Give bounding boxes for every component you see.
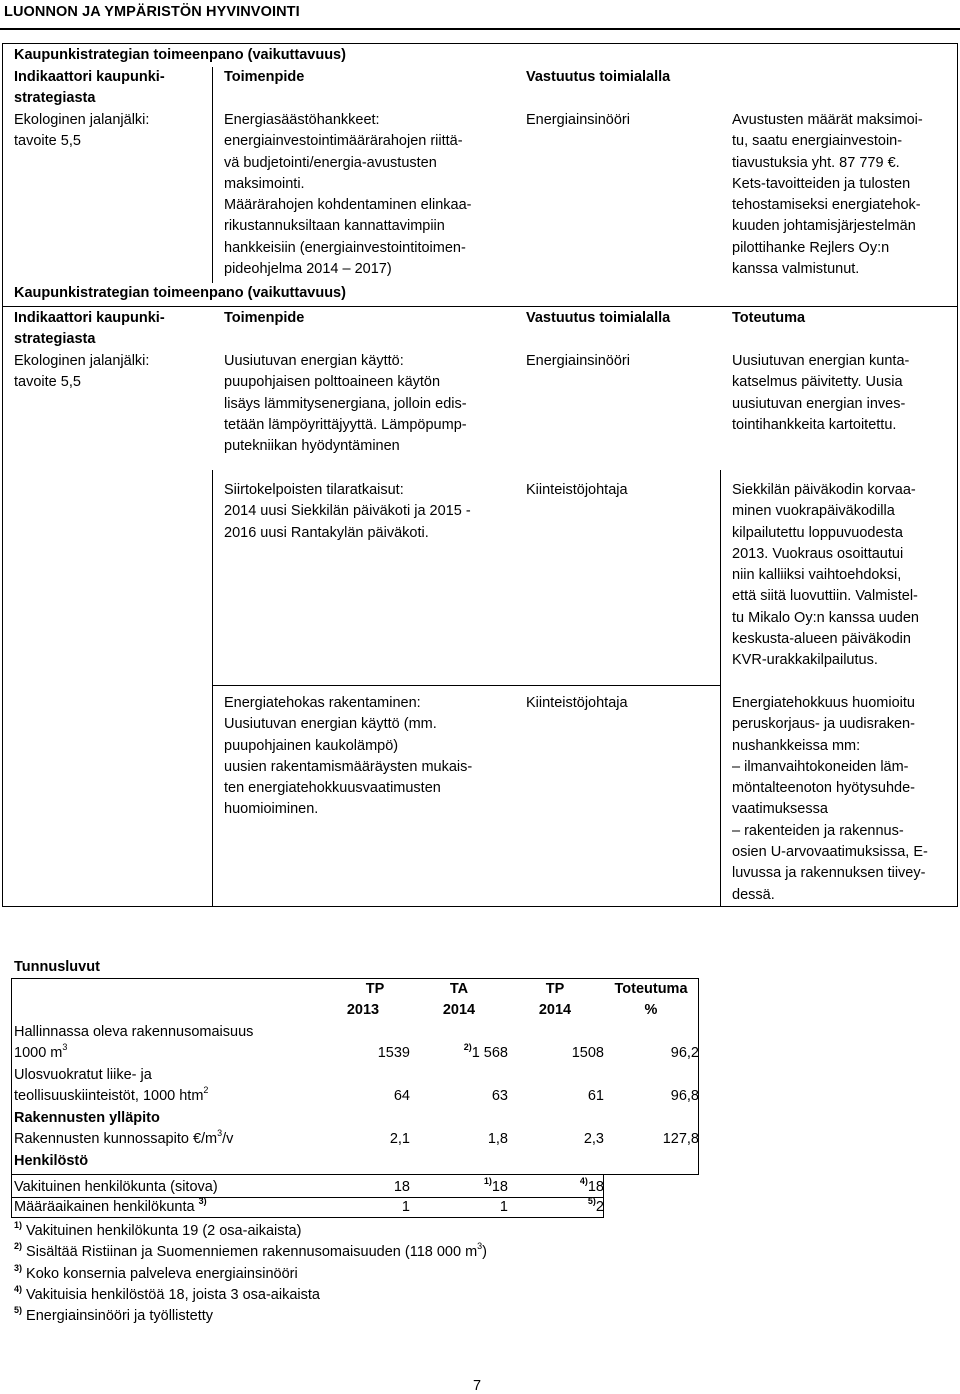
row2-label2: teollisuuskiinteistöt, 1000 htm bbox=[14, 1088, 204, 1104]
section1-col-action: Toimenpide bbox=[224, 69, 305, 85]
footnote-5: $^{5)}$ Energiainsinööri ja työllistetty bbox=[14, 1305, 214, 1324]
row6-label: Vakituinen henkilökunta (sitova) bbox=[14, 1179, 218, 1195]
th-toteutuma-top: Toteutuma bbox=[614, 981, 688, 997]
section2-indicator: Ekologinen jalanjälki: tavoite 5,5 bbox=[14, 353, 150, 391]
page-header: LUONNON JA YMPÄRISTÖN HYVINVOINTI bbox=[4, 4, 300, 20]
row6-v2-wrap bbox=[420, 1177, 508, 1198]
row2-v3: 61 bbox=[587, 1088, 604, 1104]
row7-v3: 2 bbox=[595, 1199, 604, 1215]
header-rule bbox=[0, 28, 960, 30]
row2-label1: Ulosvuokratut liike- ja bbox=[14, 1067, 152, 1083]
row7-v2: 1 bbox=[499, 1199, 508, 1215]
row1-label2-wrap bbox=[14, 1043, 67, 1064]
row2-label2-wrap bbox=[14, 1086, 208, 1107]
row4-v1: 2,1 bbox=[389, 1131, 410, 1147]
section2-row1-result: Uusiutuvan energian kunta- katselmus päivitetty. Uusia uusiutuvan energian inves- tointihankkeita kartoitettu. bbox=[732, 353, 910, 433]
row7-label-wrap bbox=[14, 1197, 207, 1218]
section2-row2-responsible: Kiinteistöjohtaja bbox=[526, 482, 628, 498]
row6-v1: 18 bbox=[393, 1179, 410, 1195]
th-tp2013-top: TP bbox=[365, 981, 385, 997]
section2-row2-action: Siirtokelpoisten tilaratkaisut: 2014 uusi Siekkilän päiväkoti ja 2015 - 2016 uusi Rantakylän päiväkoti. bbox=[224, 482, 471, 541]
row6-v3-sup: 4) bbox=[579, 1176, 588, 1187]
footnote-4: $^{4)}$ Vakituisia henkilöstöä 18, joista 3 osa-aikaista bbox=[14, 1284, 320, 1303]
row4-v4: 127,8 bbox=[662, 1131, 699, 1147]
section2-row1-responsible: Energiainsinööri bbox=[526, 353, 630, 369]
section2-col-responsible: Vastuutus toimialalla bbox=[526, 310, 671, 326]
th-tp2013-bottom: 2013 bbox=[346, 1002, 380, 1018]
row2-v2: 63 bbox=[491, 1088, 508, 1104]
section1-title: Kaupunkistrategian toimeenpano (vaikuttavuus) bbox=[14, 47, 346, 63]
row7-sup: 3) bbox=[198, 1196, 207, 1207]
row7-label: Määräaikainen henkilökunta bbox=[14, 1199, 195, 1215]
row1-label2: 1000 m bbox=[14, 1045, 63, 1061]
row6-v2-sup: 1) bbox=[483, 1176, 492, 1187]
row6-v3: 18 bbox=[587, 1179, 604, 1195]
tunnusluvut-title: Tunnusluvut bbox=[14, 959, 100, 975]
row1-label1: Hallinnassa oleva rakennusomaisuus bbox=[14, 1024, 254, 1040]
row6-v2: 18 bbox=[491, 1179, 508, 1195]
page-number: 7 bbox=[473, 1378, 482, 1394]
row4-label: Rakennusten kunnossapito €/m bbox=[14, 1131, 218, 1147]
th-toteutuma-bottom: % bbox=[644, 1002, 658, 1018]
row7-v1: 1 bbox=[401, 1199, 410, 1215]
section1-result: Avustusten määrät maksimoi- tu, saatu energiainvestoin- tiavustuksia yht. 87 779 €. Kets-tavoitteiden ja tulosten tehostamiseksi energiatehok- kuuden johtamisjärjestelmän pilottihanke Rejlers Oy:n kanssa valmistunut. bbox=[732, 112, 923, 278]
row4-v3: 2,3 bbox=[583, 1131, 604, 1147]
row1-v1: 1539 bbox=[377, 1045, 410, 1061]
row7-v3-wrap bbox=[520, 1197, 604, 1218]
footnote-1: $^{1)}$ Vakituinen henkilökunta 19 (2 osa-aikaista) bbox=[14, 1220, 302, 1239]
th-ta2014-top: TA bbox=[449, 981, 469, 997]
row2-sup: 2 bbox=[203, 1085, 209, 1096]
th-ta2014-bottom: 2014 bbox=[442, 1002, 476, 1018]
row1-v2-sup: 2) bbox=[463, 1042, 472, 1053]
row1-v2: 1 568 bbox=[471, 1045, 508, 1061]
section2-row3-action: Energiatehokas rakentaminen: Uusiutuvan energian käyttö (mm. puupohjainen kaukolämpö) uusien rakentamismääräysten mukais- ten energiatehokkuusvaatimusten huomioiminen. bbox=[224, 695, 473, 818]
row4-label-wrap bbox=[14, 1129, 233, 1150]
section2-row1-action: Uusiutuvan energian käyttö: puupohjaisen polttoaineen käytön lisäys lämmitysenergiana, jolloin edis- tetään lämpöyrittäjyyttä. Lämpöpump- putekniikan hyödyntäminen bbox=[224, 353, 467, 455]
row2-v4: 96,8 bbox=[670, 1088, 699, 1104]
section2-col-result: Toteutuma bbox=[732, 310, 806, 326]
row1-sup: 3 bbox=[62, 1042, 68, 1053]
section2-col-action: Toimenpide bbox=[224, 310, 305, 326]
row7-v3-sup: 5) bbox=[587, 1196, 596, 1207]
section2-col-indicator: Indikaattori kaupunki- strategiasta bbox=[14, 310, 165, 348]
section1-col-indicator: Indikaattori kaupunki- strategiasta bbox=[14, 69, 165, 107]
section2-title: Kaupunkistrategian toimeenpano (vaikuttavuus) bbox=[14, 285, 346, 301]
row2-v1: 64 bbox=[393, 1088, 410, 1104]
row4-sup: 3 bbox=[217, 1128, 223, 1139]
footnote-2: $^{2)}$ Sisältää Ristiinan ja Suomenniemen rakennusomaisuuden (118 000 $m^3$) bbox=[14, 1241, 488, 1260]
th-tp2014-bottom: 2014 bbox=[538, 1002, 572, 1018]
row1-v2-wrap bbox=[420, 1043, 508, 1064]
section1-indicator: Ekologinen jalanjälki: tavoite 5,5 bbox=[14, 112, 150, 150]
section2-row3-responsible: Kiinteistöjohtaja bbox=[526, 695, 628, 711]
row3-label: Rakennusten ylläpito bbox=[14, 1110, 160, 1126]
row1-v4: 96,2 bbox=[670, 1045, 699, 1061]
section2-row2-result: Siekkilän päiväkodin korvaa- minen vuokrapäiväkodilla kilpailutettu loppuvuodesta 2013. Vuokraus osoittautui niin kalliiksi vaihtoehdoksi, että siitä luovuttiin. Valmistel- tu Mikalo Oy:n kanssa uuden keskusta-alueen päiväkodin KVR-urakkakilpailutus. bbox=[732, 482, 919, 669]
th-tp2014-top: TP bbox=[545, 981, 565, 997]
row5-label: Henkilöstö bbox=[14, 1153, 89, 1169]
row4-v2: 1,8 bbox=[487, 1131, 508, 1147]
section2-row3-result: Energiatehokkuus huomioitu peruskorjaus- ja uudisraken- nushankkeissa mm: – ilmanvaihtokoneiden läm- möntalteenoton hyötysuhde- vaatimuksessa – rakenteiden ja rakennus- osien U-arvovaatimuksissa, E- luvussa ja rakennuksen tiivey- dessä. bbox=[732, 695, 928, 903]
row4-label-end: /v bbox=[222, 1131, 234, 1147]
section1-responsible: Energiainsinööri bbox=[526, 112, 630, 128]
footnote-3: $^{3)}$ Koko konsernia palveleva energiainsinööri bbox=[14, 1263, 298, 1282]
section1-action: Energiasäästöhankkeet: energiainvestointimäärärahojen riittä- vä budjetointi/energia-avustusten maksimointi. Määrärahojen kohdentaminen elinkaa- rikustannuksiltaan kannattavimpiin hankkeisiin (energiainvestointitoimen- pideohjelma 2014 – 2017) bbox=[224, 112, 472, 278]
section1-col-responsible: Vastuutus toimialalla bbox=[526, 69, 671, 85]
row1-v3: 1508 bbox=[571, 1045, 604, 1061]
